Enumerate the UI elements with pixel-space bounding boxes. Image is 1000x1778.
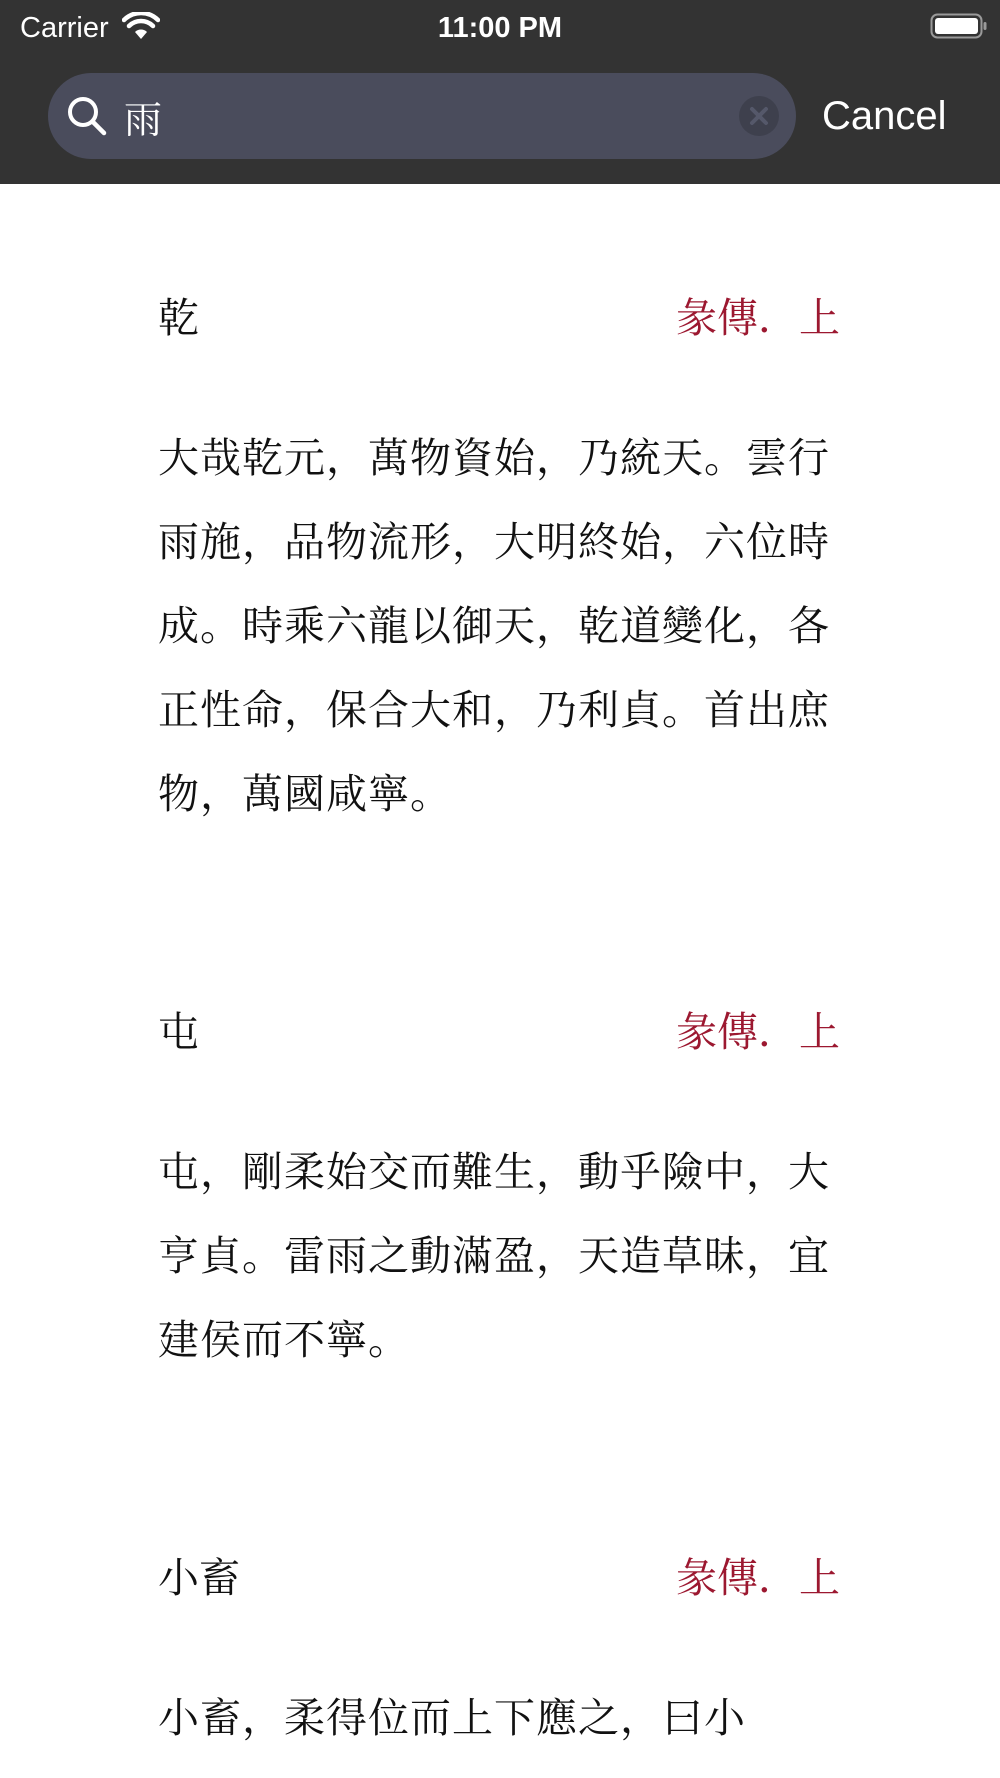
carrier-label: Carrier [20, 12, 109, 44]
entry-title: 屯 [158, 1008, 199, 1056]
entry-text: 屯，剛柔始交而難生，動乎險中，大亨貞。雷雨之動滿盈，天造草昧，宜建侯而不寧。 [158, 1148, 830, 1364]
entry-source: 彖傳．上 [676, 1554, 840, 1602]
entry-source: 彖傳．上 [676, 1008, 840, 1056]
entry-text: 小畜，柔得位而上下應之，曰小 [158, 1694, 746, 1742]
cancel-button[interactable]: Cancel [822, 94, 947, 138]
status-bar [0, 0, 1000, 56]
clear-icon[interactable] [738, 95, 780, 137]
result-entry[interactable] [158, 1550, 840, 1778]
entry-source: 彖傳．上 [676, 294, 840, 342]
status-time: 11:00 PM [437, 12, 563, 44]
result-entry[interactable] [158, 1004, 840, 1404]
search-header [0, 0, 1000, 184]
entry-title: 乾 [158, 294, 199, 342]
entry-title: 小畜 [158, 1554, 240, 1602]
results-list[interactable] [0, 184, 1000, 1778]
search-icon [66, 95, 108, 137]
search-field[interactable] [48, 73, 796, 159]
battery-icon [930, 12, 988, 40]
entry-text: 大哉乾元，萬物資始，乃統天。雲行雨施，品物流形，大明終始，六位時成。時乘六龍以御天，乾道變化，各正性命，保合大和，乃利貞。首出庶物，萬國咸寧。 [158, 434, 830, 818]
search-input[interactable] [124, 83, 684, 149]
result-entry[interactable] [158, 290, 840, 850]
